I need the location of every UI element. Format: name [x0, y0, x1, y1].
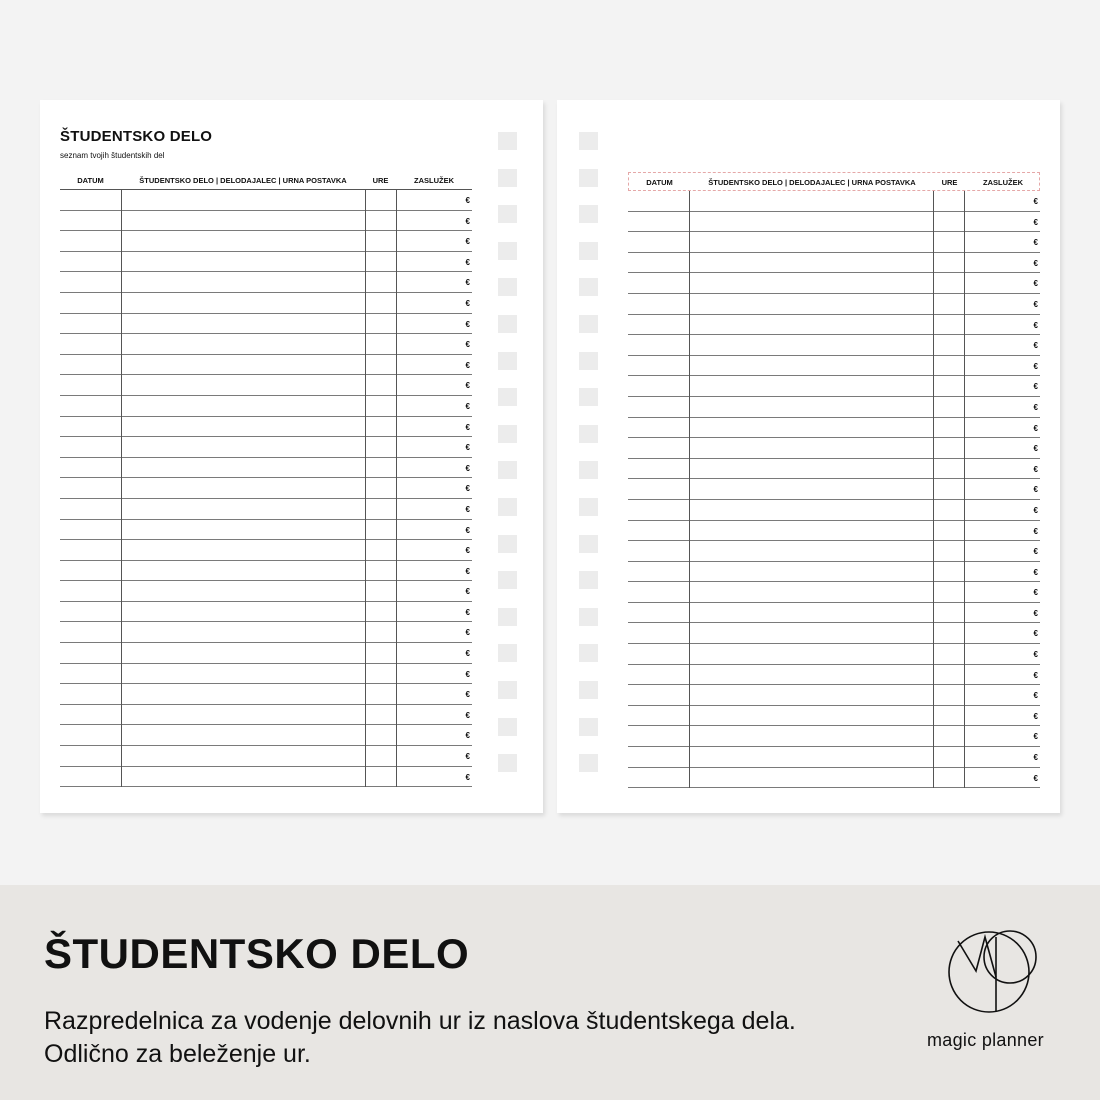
- euro-symbol: €: [465, 443, 470, 453]
- euro-symbol: €: [1033, 464, 1038, 474]
- section-tab[interactable]: [498, 571, 517, 589]
- euro-symbol: €: [1033, 691, 1038, 701]
- euro-symbol: €: [465, 319, 470, 329]
- euro-symbol: €: [1033, 423, 1038, 433]
- column-divider: [396, 190, 397, 787]
- euro-symbol: €: [465, 237, 470, 247]
- column-header-ure: URE: [372, 176, 389, 185]
- section-tab[interactable]: [498, 754, 517, 772]
- column-header-zasluzek: ZASLUŽEK: [983, 178, 1023, 187]
- planner-page-left: [40, 100, 543, 813]
- column-divider: [121, 190, 122, 787]
- euro-symbol: €: [1033, 670, 1038, 680]
- euro-symbol: €: [465, 340, 470, 350]
- euro-symbol: €: [465, 401, 470, 411]
- euro-symbol: €: [465, 628, 470, 638]
- euro-symbol: €: [465, 649, 470, 659]
- euro-symbol: €: [1033, 485, 1038, 495]
- euro-symbol: €: [1033, 279, 1038, 289]
- euro-symbol: €: [1033, 341, 1038, 351]
- euro-symbol: €: [1033, 753, 1038, 763]
- planner-page-right: [557, 100, 1060, 813]
- section-tab[interactable]: [498, 425, 517, 443]
- section-tab[interactable]: [579, 681, 598, 699]
- section-tab[interactable]: [579, 535, 598, 553]
- section-tab[interactable]: [579, 242, 598, 260]
- section-tab[interactable]: [579, 608, 598, 626]
- euro-symbol: €: [465, 196, 470, 205]
- euro-symbol: €: [1033, 608, 1038, 618]
- euro-symbol: €: [1033, 258, 1038, 268]
- table-body: [60, 190, 472, 787]
- section-tab[interactable]: [498, 608, 517, 626]
- section-tab[interactable]: [579, 718, 598, 736]
- euro-symbol: €: [465, 278, 470, 288]
- section-tab[interactable]: [579, 644, 598, 662]
- earnings-table: [60, 172, 472, 787]
- section-tab[interactable]: [498, 352, 517, 370]
- column-divider: [964, 191, 965, 788]
- section-tab[interactable]: [498, 388, 517, 406]
- column-divider: [689, 191, 690, 788]
- euro-symbol: €: [465, 752, 470, 762]
- euro-symbol: €: [465, 257, 470, 267]
- banner-description: Razpredelnica za vodenje delovnih ur iz naslova študentskega dela. Odlično za beleženje ur.: [44, 1007, 796, 1068]
- euro-symbol: €: [465, 566, 470, 576]
- column-divider: [365, 190, 366, 787]
- section-tab[interactable]: [579, 205, 598, 223]
- logo-text: magic planner: [927, 1030, 1044, 1050]
- euro-symbol: €: [465, 731, 470, 741]
- page-subtitle: seznam tvojih študentskih del: [60, 151, 165, 160]
- euro-symbol: €: [1033, 444, 1038, 454]
- page-title: ŠTUDENTSKO DELO: [60, 128, 213, 145]
- column-header-job: ŠTUDENTSKO DELO | DELODAJALEC | URNA POSTAVKA: [708, 178, 916, 187]
- euro-symbol: €: [465, 669, 470, 679]
- table-body: [628, 191, 1040, 788]
- euro-symbol: €: [1033, 650, 1038, 660]
- euro-symbol: €: [1033, 629, 1038, 639]
- euro-symbol: €: [465, 484, 470, 494]
- section-tab[interactable]: [498, 169, 517, 187]
- section-tab[interactable]: [498, 681, 517, 699]
- table-header: [628, 172, 1040, 191]
- section-tab[interactable]: [498, 644, 517, 662]
- euro-symbol: €: [1033, 711, 1038, 721]
- euro-symbol: €: [1033, 299, 1038, 309]
- euro-symbol: €: [465, 504, 470, 514]
- euro-symbol: €: [465, 360, 470, 370]
- euro-symbol: €: [465, 216, 470, 226]
- section-tab[interactable]: [498, 205, 517, 223]
- euro-symbol: €: [465, 690, 470, 700]
- section-tab[interactable]: [579, 352, 598, 370]
- euro-symbol: €: [1033, 217, 1038, 227]
- column-header-datum: DATUM: [77, 176, 104, 185]
- euro-symbol: €: [465, 381, 470, 391]
- earnings-table: [628, 172, 1040, 788]
- section-tab[interactable]: [579, 278, 598, 296]
- section-tab[interactable]: [579, 425, 598, 443]
- euro-symbol: €: [1033, 238, 1038, 248]
- column-header-zasluzek: ZASLUŽEK: [414, 176, 454, 185]
- section-tab[interactable]: [579, 461, 598, 479]
- euro-symbol: €: [1033, 197, 1038, 206]
- section-tab[interactable]: [498, 461, 517, 479]
- column-divider: [933, 191, 934, 788]
- euro-symbol: €: [1033, 547, 1038, 557]
- section-tab[interactable]: [579, 388, 598, 406]
- section-tab[interactable]: [579, 132, 598, 150]
- banner-title: ŠTUDENTSKO DELO: [44, 930, 470, 977]
- section-tab[interactable]: [579, 315, 598, 333]
- section-tab[interactable]: [579, 169, 598, 187]
- euro-symbol: €: [1033, 505, 1038, 515]
- euro-symbol: €: [1033, 773, 1038, 783]
- section-tab[interactable]: [498, 498, 517, 516]
- euro-symbol: €: [465, 463, 470, 473]
- euro-symbol: €: [465, 422, 470, 432]
- table-header: [60, 172, 472, 190]
- column-header-ure: URE: [941, 178, 958, 187]
- euro-symbol: €: [465, 772, 470, 782]
- euro-symbol: €: [1033, 526, 1038, 536]
- euro-symbol: €: [1033, 382, 1038, 392]
- section-tab[interactable]: [498, 132, 517, 150]
- magic-planner-logo-icon: [946, 927, 1040, 1017]
- euro-symbol: €: [465, 710, 470, 720]
- euro-symbol: €: [1033, 361, 1038, 371]
- euro-symbol: €: [465, 587, 470, 597]
- product-banner: [0, 885, 1100, 1100]
- euro-symbol: €: [1033, 402, 1038, 412]
- euro-symbol: €: [465, 525, 470, 535]
- euro-symbol: €: [1033, 320, 1038, 330]
- euro-symbol: €: [465, 546, 470, 556]
- euro-symbol: €: [1033, 732, 1038, 742]
- section-tab[interactable]: [498, 718, 517, 736]
- section-tab[interactable]: [579, 754, 598, 772]
- euro-symbol: €: [1033, 567, 1038, 577]
- section-tab[interactable]: [579, 498, 598, 516]
- section-tab[interactable]: [498, 278, 517, 296]
- section-tab[interactable]: [498, 242, 517, 260]
- section-tab[interactable]: [498, 535, 517, 553]
- column-header-datum: DATUM: [646, 178, 673, 187]
- euro-symbol: €: [465, 298, 470, 308]
- euro-symbol: €: [465, 607, 470, 617]
- euro-symbol: €: [1033, 588, 1038, 598]
- section-tab[interactable]: [579, 571, 598, 589]
- column-header-job: ŠTUDENTSKO DELO | DELODAJALEC | URNA POSTAVKA: [139, 176, 347, 185]
- section-tab[interactable]: [498, 315, 517, 333]
